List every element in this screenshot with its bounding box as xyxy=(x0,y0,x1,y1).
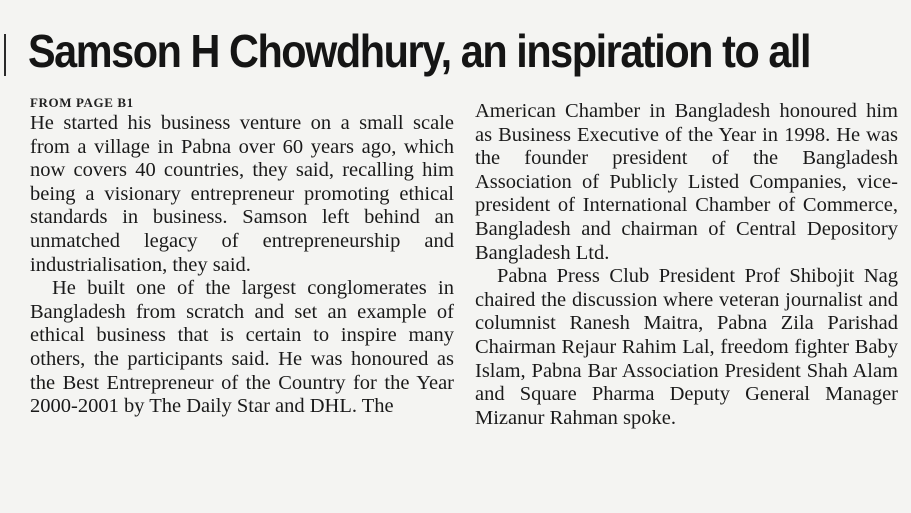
paragraph: Pabna Press Club President Prof Shibojit Nag chaired the discussion where veteran journalist and columnist Ranesh Maitra, Pabna Zila Parishad Chairman Rejaur Rahim Lal, freedom fighter Baby Islam, Pabna Bar Association President Shah Alam and Square Pharma Deputy General Manager Mizanur Rahman spoke. xyxy=(475,265,898,429)
kicker-from-page: FROM PAGE B1 xyxy=(30,95,134,110)
left-column xyxy=(30,96,454,419)
right-column xyxy=(475,100,898,430)
paragraph: He built one of the largest conglomerates in Bangladesh from scratch and set an example of ethical business that is certain to inspire many others, the participants said. He was honoured as the Best Entrepreneur of the Country for the Year 2000-2001 by The Daily Star and DHL. The xyxy=(30,277,454,418)
paragraph: American Chamber in Bangladesh honoured him as Business Executive of the Year in 1998. He was the founder president of the Bangladesh Association of Publicly Listed Companies, vice-president of International Chamber of Commerce, Bangladesh and chairman of Central Depository Bangladesh Ltd. xyxy=(475,100,898,264)
headline: Samson H Chowdhury, an inspiration to all xyxy=(28,25,811,77)
column-rule xyxy=(4,34,6,76)
paragraph: He started his business venture on a small scale from a village in Pabna over 60 years ago, which now covers 40 countries, they said, recalling him being a visionary entrepreneur promoting ethical standards in business. Samson left behind an unmatched legacy of entrepreneurship and industrialisation, they said. xyxy=(30,112,454,276)
